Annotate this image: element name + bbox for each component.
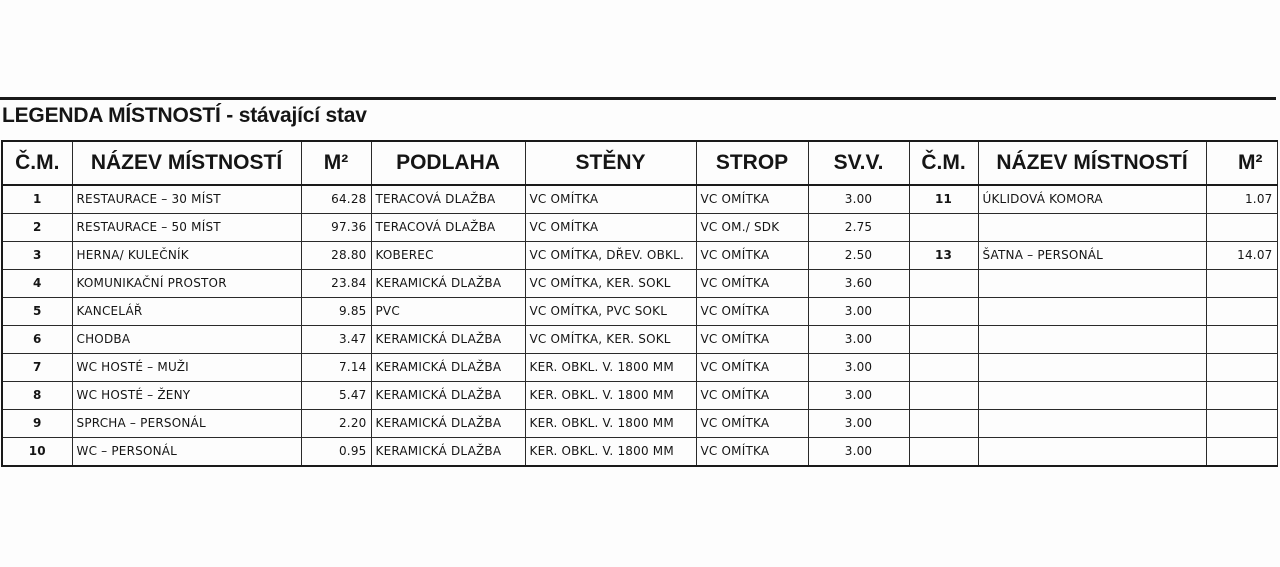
room-number-2 bbox=[909, 354, 978, 382]
room-name: KOMUNIKAČNÍ PROSTOR bbox=[72, 270, 301, 298]
room-height: 3.00 bbox=[808, 382, 909, 410]
room-number-2 bbox=[909, 326, 978, 354]
header-row bbox=[2, 141, 1277, 185]
room-floor: KERAMICKÁ DLAŽBA bbox=[371, 354, 525, 382]
room-number-2 bbox=[909, 410, 978, 438]
room-name-2 bbox=[978, 298, 1206, 326]
room-name-2: ÚKLIDOVÁ KOMORA bbox=[978, 185, 1206, 214]
room-floor: TERACOVÁ DLAŽBA bbox=[371, 214, 525, 242]
room-number: 4 bbox=[2, 270, 72, 298]
room-floor: KERAMICKÁ DLAŽBA bbox=[371, 438, 525, 467]
room-name-2 bbox=[978, 410, 1206, 438]
room-area-2 bbox=[1206, 438, 1277, 467]
header-steny: STĚNY bbox=[525, 141, 696, 185]
room-name-2 bbox=[978, 270, 1206, 298]
table-row bbox=[2, 382, 1277, 410]
room-walls: VC OMÍTKA, DŘEV. OBKL. bbox=[525, 242, 696, 270]
room-number: 8 bbox=[2, 382, 72, 410]
room-name-2 bbox=[978, 326, 1206, 354]
room-number-2 bbox=[909, 298, 978, 326]
room-walls: KER. OBKL. V. 1800 MM bbox=[525, 354, 696, 382]
room-walls: KER. OBKL. V. 1800 MM bbox=[525, 382, 696, 410]
room-name-2 bbox=[978, 214, 1206, 242]
room-height: 3.00 bbox=[808, 185, 909, 214]
room-area-2 bbox=[1206, 382, 1277, 410]
room-name: WC HOSTÉ – ŽENY bbox=[72, 382, 301, 410]
room-walls: VC OMÍTKA bbox=[525, 185, 696, 214]
legend-title-main: LEGENDA MÍSTNOSTÍ bbox=[2, 104, 221, 127]
room-name: CHODBA bbox=[72, 326, 301, 354]
room-area: 3.47 bbox=[301, 326, 371, 354]
room-number-2: 11 bbox=[909, 185, 978, 214]
room-ceiling: VC OMÍTKA bbox=[696, 410, 808, 438]
room-ceiling: VC OMÍTKA bbox=[696, 242, 808, 270]
room-area-2 bbox=[1206, 326, 1277, 354]
room-floor: KERAMICKÁ DLAŽBA bbox=[371, 382, 525, 410]
room-walls: KER. OBKL. V. 1800 MM bbox=[525, 438, 696, 467]
room-number: 7 bbox=[2, 354, 72, 382]
header-cm-2: Č.M. bbox=[909, 141, 978, 185]
room-area-2: 1.07 bbox=[1206, 185, 1277, 214]
room-ceiling: VC OMÍTKA bbox=[696, 270, 808, 298]
room-ceiling: VC OM./ SDK bbox=[696, 214, 808, 242]
table-row bbox=[2, 354, 1277, 382]
room-area-2 bbox=[1206, 354, 1277, 382]
table-row bbox=[2, 270, 1277, 298]
room-number-2 bbox=[909, 270, 978, 298]
room-number-2 bbox=[909, 214, 978, 242]
table-row bbox=[2, 185, 1277, 214]
room-area: 0.95 bbox=[301, 438, 371, 467]
room-name: SPRCHA – PERSONÁL bbox=[72, 410, 301, 438]
room-ceiling: VC OMÍTKA bbox=[696, 298, 808, 326]
room-floor: KERAMICKÁ DLAŽBA bbox=[371, 326, 525, 354]
room-ceiling: VC OMÍTKA bbox=[696, 185, 808, 214]
room-height: 2.75 bbox=[808, 214, 909, 242]
room-number-2: 13 bbox=[909, 242, 978, 270]
room-height: 3.00 bbox=[808, 326, 909, 354]
room-name-2: ŠATNA – PERSONÁL bbox=[978, 242, 1206, 270]
room-name: HERNA/ KULEČNÍK bbox=[72, 242, 301, 270]
room-ceiling: VC OMÍTKA bbox=[696, 354, 808, 382]
room-name-2 bbox=[978, 438, 1206, 467]
room-name: WC – PERSONÁL bbox=[72, 438, 301, 467]
room-ceiling: VC OMÍTKA bbox=[696, 438, 808, 467]
room-walls: KER. OBKL. V. 1800 MM bbox=[525, 410, 696, 438]
room-floor: KERAMICKÁ DLAŽBA bbox=[371, 410, 525, 438]
room-name: WC HOSTÉ – MUŽI bbox=[72, 354, 301, 382]
table-row bbox=[2, 214, 1277, 242]
room-name: RESTAURACE – 30 MÍST bbox=[72, 185, 301, 214]
header-nazev-2: NÁZEV MÍSTNOSTÍ bbox=[978, 141, 1206, 185]
room-ceiling: VC OMÍTKA bbox=[696, 382, 808, 410]
room-floor: TERACOVÁ DLAŽBA bbox=[371, 185, 525, 214]
room-walls: VC OMÍTKA, KER. SOKL bbox=[525, 326, 696, 354]
room-area: 9.85 bbox=[301, 298, 371, 326]
room-area: 2.20 bbox=[301, 410, 371, 438]
table-row bbox=[2, 438, 1277, 467]
room-floor: KOBEREC bbox=[371, 242, 525, 270]
room-height: 3.00 bbox=[808, 438, 909, 467]
table-row bbox=[2, 298, 1277, 326]
room-ceiling: VC OMÍTKA bbox=[696, 326, 808, 354]
header-svv: SV.V. bbox=[808, 141, 909, 185]
room-floor: KERAMICKÁ DLAŽBA bbox=[371, 270, 525, 298]
table-row bbox=[2, 410, 1277, 438]
header-m2-2: M² bbox=[1206, 141, 1277, 185]
room-number: 3 bbox=[2, 242, 72, 270]
room-name: KANCELÁŘ bbox=[72, 298, 301, 326]
room-height: 2.50 bbox=[808, 242, 909, 270]
header-m2: M² bbox=[301, 141, 371, 185]
room-number: 2 bbox=[2, 214, 72, 242]
header-podlaha: PODLAHA bbox=[371, 141, 525, 185]
room-height: 3.00 bbox=[808, 298, 909, 326]
header-nazev: NÁZEV MÍSTNOSTÍ bbox=[72, 141, 301, 185]
room-number: 9 bbox=[2, 410, 72, 438]
room-walls: VC OMÍTKA, KER. SOKL bbox=[525, 270, 696, 298]
legend-title bbox=[2, 104, 367, 128]
top-rule bbox=[0, 97, 1276, 100]
room-area: 7.14 bbox=[301, 354, 371, 382]
room-area: 23.84 bbox=[301, 270, 371, 298]
room-name-2 bbox=[978, 354, 1206, 382]
room-number: 10 bbox=[2, 438, 72, 467]
header-strop: STROP bbox=[696, 141, 808, 185]
room-number: 6 bbox=[2, 326, 72, 354]
room-height: 3.00 bbox=[808, 354, 909, 382]
room-area-2 bbox=[1206, 214, 1277, 242]
room-area-2 bbox=[1206, 270, 1277, 298]
room-number: 1 bbox=[2, 185, 72, 214]
room-height: 3.60 bbox=[808, 270, 909, 298]
room-area: 5.47 bbox=[301, 382, 371, 410]
room-legend-table bbox=[1, 140, 1278, 467]
room-floor: PVC bbox=[371, 298, 525, 326]
room-area: 28.80 bbox=[301, 242, 371, 270]
room-area-2: 14.07 bbox=[1206, 242, 1277, 270]
header-cm: Č.M. bbox=[2, 141, 72, 185]
room-name-2 bbox=[978, 382, 1206, 410]
room-number-2 bbox=[909, 382, 978, 410]
legend-title-suffix: - stávající stav bbox=[220, 104, 367, 127]
room-area-2 bbox=[1206, 298, 1277, 326]
room-walls: VC OMÍTKA bbox=[525, 214, 696, 242]
room-height: 3.00 bbox=[808, 410, 909, 438]
table-row bbox=[2, 326, 1277, 354]
room-walls: VC OMÍTKA, PVC SOKL bbox=[525, 298, 696, 326]
room-area: 64.28 bbox=[301, 185, 371, 214]
room-number: 5 bbox=[2, 298, 72, 326]
table-row bbox=[2, 242, 1277, 270]
room-number-2 bbox=[909, 438, 978, 467]
room-area-2 bbox=[1206, 410, 1277, 438]
room-name: RESTAURACE – 50 MÍST bbox=[72, 214, 301, 242]
room-area: 97.36 bbox=[301, 214, 371, 242]
